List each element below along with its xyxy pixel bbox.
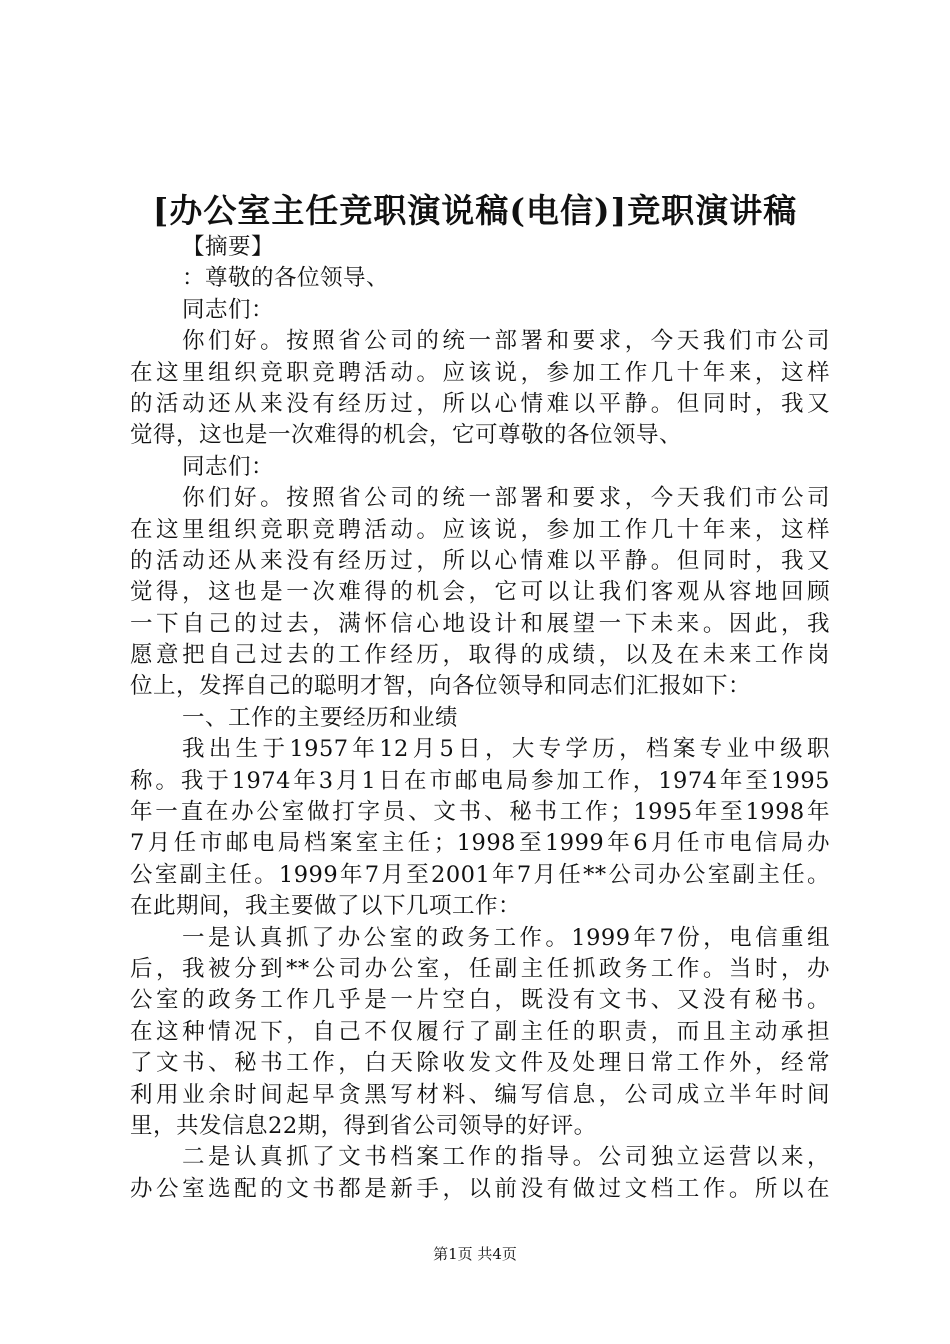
text-line: 称。我于1974年3月1日在市邮电局参加工作，1974年至1995 <box>130 767 830 794</box>
text-line: 公室的政务工作几乎是一片空白，既没有文书、又没有秘书。 <box>130 987 830 1014</box>
text-line: 我出生于1957年12月5日，大专学历，档案专业中级职 <box>182 736 830 763</box>
text-line: 公室副主任。1999年7月至2001年7月任**公司办公室副主任。 <box>130 861 830 888</box>
text-line: 位上，发挥自己的聪明才智，向各位领导和同志们汇报如下： <box>130 673 752 700</box>
text-line: 在此期间，我主要做了以下几项工作： <box>130 893 522 920</box>
text-line: 觉得，这也是一次难得的机会，它可以让我们客观从容地回顾 <box>130 579 830 606</box>
text-line: 了文书、秘书工作，白天除收发文件及处理日常工作外，经常 <box>130 1050 830 1077</box>
text-line: 你们好。按照省公司的统一部署和要求，今天我们市公司 <box>182 328 830 355</box>
text-line: 【摘要】 <box>182 234 275 260</box>
text-line: 办公室选配的文书都是新手，以前没有做过文档工作。所以在 <box>130 1175 830 1202</box>
text-line: 在这种情况下，自己不仅履行了副主任的职责，而且主动承担 <box>130 1018 830 1045</box>
text-line: 年一直在办公室做打字员、文书、秘书工作；1995年至1998年 <box>130 799 830 826</box>
text-line: 里，共发信息22期，得到省公司领导的好评。 <box>130 1112 597 1139</box>
page-footer: 第1页 共4页 <box>433 1245 517 1263</box>
text-line: 你们好。按照省公司的统一部署和要求，今天我们市公司 <box>182 485 830 512</box>
text-line: 在这里组织竞职竞聘活动。应该说，参加工作几十年来，这样 <box>130 516 830 543</box>
document-title: [办公室主任竞职演说稿(电信)]竞职演讲稿 <box>152 191 798 230</box>
text-line: 的活动还从来没有经历过，所以心情难以平静。但同时，我又 <box>130 547 830 574</box>
text-line: 二是认真抓了文书档案工作的指导。公司独立运营以来， <box>182 1144 830 1171</box>
text-line: 一下自己的过去，满怀信心地设计和展望一下未来。因此，我 <box>130 610 830 637</box>
text-line: 一、工作的主要经历和业绩 <box>182 704 459 731</box>
text-line: 愿意把自己过去的工作经历，取得的成绩，以及在未来工作岗 <box>130 642 830 669</box>
text-line: 7月任市邮电局档案室主任；1998至1999年6月任市电信局办 <box>130 830 830 857</box>
text-line: 同志们： <box>182 296 275 323</box>
text-line: 觉得，这也是一次难得的机会，它可尊敬的各位领导、 <box>130 422 683 449</box>
text-line: 在这里组织竞职竞聘活动。应该说，参加工作几十年来，这样 <box>130 359 830 386</box>
text-line: 同志们： <box>182 453 275 480</box>
document-body <box>130 232 830 1205</box>
text-line: 的活动还从来没有经历过，所以心情难以平静。但同时，我又 <box>130 390 830 417</box>
text-line: 一是认真抓了办公室的政务工作。1999年7份，电信重组 <box>182 924 830 951</box>
text-line: 后，我被分到**公司办公室，任副主任抓政务工作。当时，办 <box>130 955 830 982</box>
text-line: ：尊敬的各位领导、 <box>182 265 390 292</box>
text-line: 利用业余时间起早贪黑写材料、编写信息，公司成立半年时间 <box>130 1081 830 1108</box>
